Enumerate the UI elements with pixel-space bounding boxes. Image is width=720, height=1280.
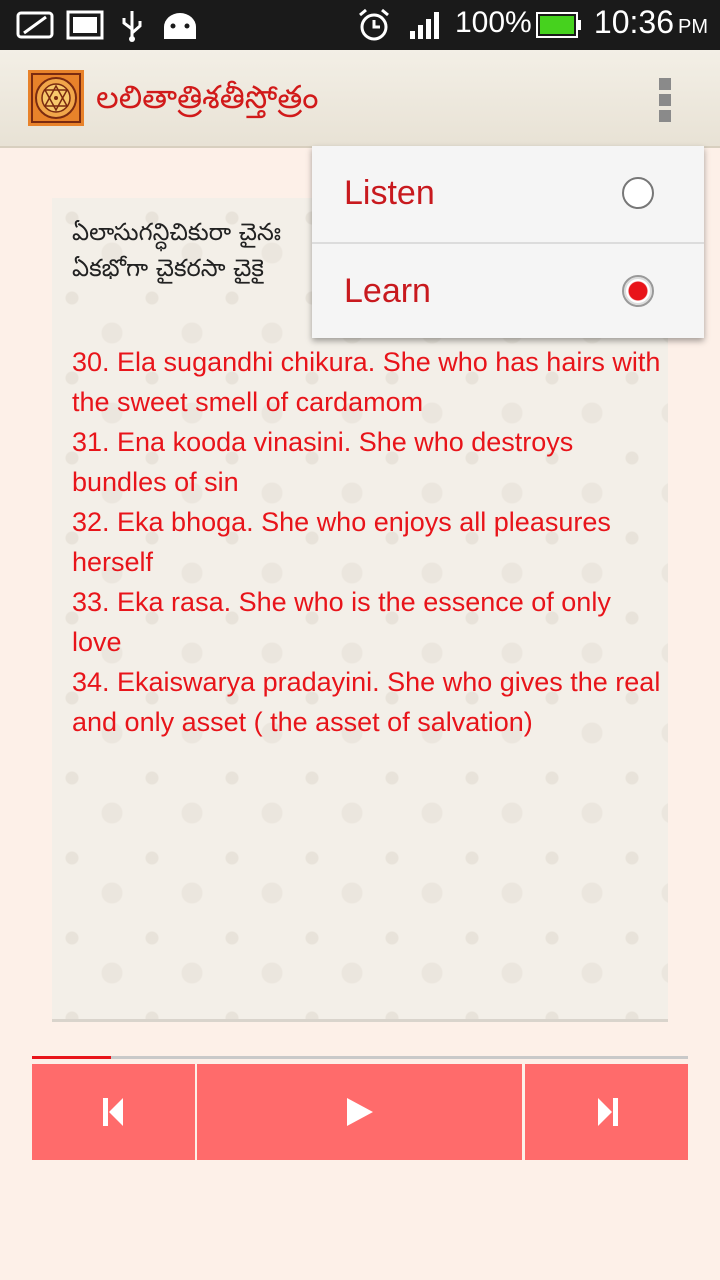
menu-item-label: Learn (344, 272, 431, 310)
meaning-item: 34. Ekaiswarya pradayini. She who gives the real and only asset ( the asset of salvation) (72, 667, 661, 737)
play-button[interactable] (197, 1064, 522, 1160)
telugu-verse-line-1: ఏలాసుగన్ధిచికురా చైనః (72, 218, 281, 246)
meaning-item: 32. Eka bhoga. She who enjoys all pleasures herself (72, 507, 611, 577)
clock-time: 10:36 (593, 4, 674, 40)
sri-yantra-icon[interactable] (28, 70, 84, 126)
meaning-item: 33. Eka rasa. She who is the essence of only love (72, 587, 611, 657)
menu-item-listen[interactable] (312, 146, 704, 242)
next-button[interactable] (525, 1064, 688, 1160)
menu-item-label: Listen (344, 174, 435, 212)
battery-icon (536, 12, 582, 38)
meaning-item: 30. Ela sugandhi chikura. She who has hairs with the sweet smell of cardamom (72, 347, 661, 417)
playback-progress[interactable] (32, 1056, 688, 1059)
skip-next-icon (594, 1096, 620, 1128)
listen-radio[interactable] (622, 177, 654, 209)
skip-previous-icon (101, 1096, 127, 1128)
overflow-menu-icon[interactable] (650, 74, 680, 126)
photo-icon (66, 9, 104, 41)
menu-item-learn[interactable] (312, 244, 704, 340)
action-bar (0, 50, 720, 148)
play-icon (345, 1096, 375, 1128)
clock-ampm: PM (678, 16, 708, 38)
signal-icon (408, 9, 444, 41)
meaning-list (72, 342, 662, 742)
previous-button[interactable] (32, 1064, 195, 1160)
usb-icon (118, 9, 146, 43)
playback-progress-fill (32, 1056, 111, 1059)
alarm-icon (356, 7, 392, 43)
learn-radio[interactable] (622, 275, 654, 307)
android-icon (160, 9, 200, 41)
overflow-popup-menu (312, 146, 704, 338)
app-title: లలితాత్రిశతీస్తోత్రం (96, 78, 319, 116)
battery-percent: 100% (455, 6, 532, 39)
meaning-item: 31. Ena kooda vinasini. She who destroys bundles of sin (72, 427, 574, 497)
clock (594, 4, 708, 41)
player-controls (32, 1064, 688, 1160)
telugu-verse-line-2: ఏకభోగా చైకరసా చైకై (72, 254, 264, 282)
image-icon (16, 9, 56, 41)
status-bar (0, 0, 720, 50)
